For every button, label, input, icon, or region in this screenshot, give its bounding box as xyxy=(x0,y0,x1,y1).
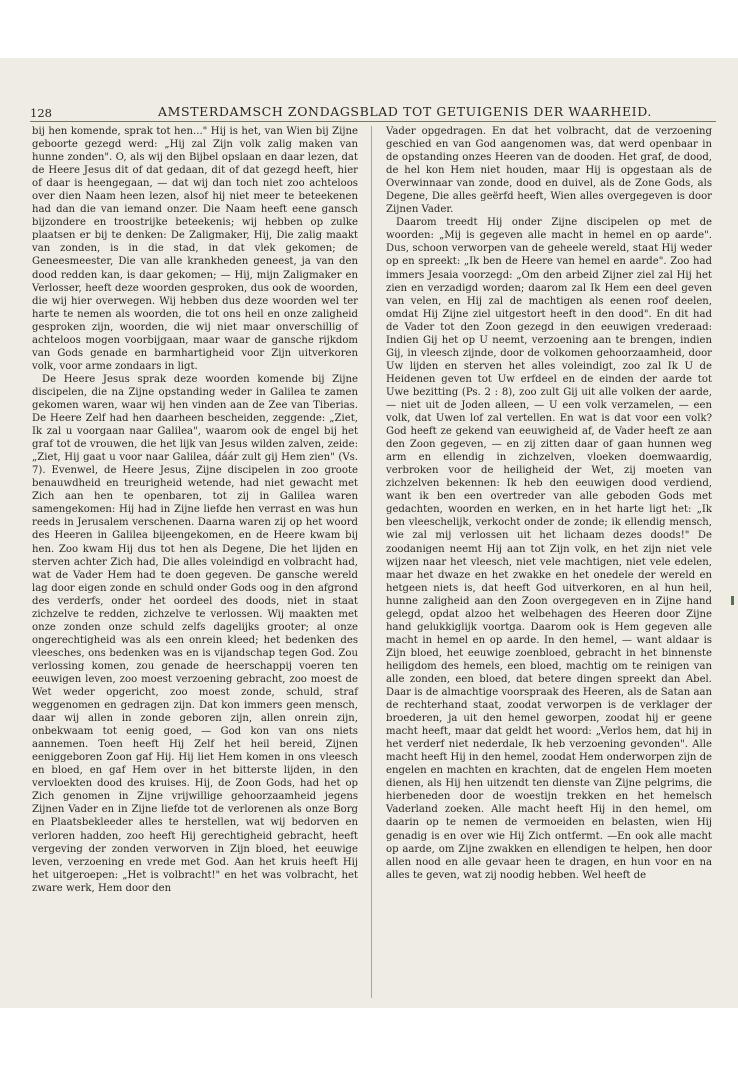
header-rule xyxy=(30,121,716,122)
page-number: 128 xyxy=(30,106,52,120)
page-edge-mark xyxy=(731,596,734,605)
left-column xyxy=(32,125,358,895)
paragraph: Daarom treedt Hij onder Zijne discipelen op met de woorden: „Mij is gegeven alle macht in hemel en op aarde". Dus, schoon verworpen van de geheele wereld, staat Hij weder op en spreekt: „Ik ben de Heere van hemel en aarde". Zoo had immers Jesaia voorzegd: „Om den arbeid Zijner ziel zal Hij het zien en verzadigd worden; daarom zal Ik Hem een deel geven van velen, en Hij zal de machtigen als eenen roof deelen, omdat Hij Zijne ziel uitgestort heeft in den dood". En dit had de Vader tot den Zoon gezegd in den eeuwigen vrederaad: Indien Gij het op U neemt, verzoening aan te brengen, indien Gij, in vleesch zijnde, door de volkomen gehoorzaamheid, door Uw lijden en sterven het alles voleindigt, zoo zal Ik U de Heidenen geven tot Uw erfdeel en de einden der aarde tot Uwe bezitting (Ps. 2 : 8), zoo zult Gij uit alle volken der aarde, — niet uit de Joden alleen, — U een volk verzamelen, — een volk, dat Uwen lof zal vertellen. En wat is dat voor een volk? God heeft ze gekend van eeuwigheid af, de Vader heeft ze aan den Zoon gegeven, — en zij zitten daar of gaan hunnen weg arm en ellendig in zichzelven, vloeken doemwaardig, verbroken voor de heiligheid der Wet, zij moeten van zichzelven bekennen: Ik heb den eeuwigen dood verdiend, want ik ben een overtreder van alle geboden Gods met gedachten, woorden en werken, en in het harte ligt het: „Ik ben vleeschelijk, verkocht onder de zonde; ik ellendig mensch, wie zal mij verlossen uit het lichaam dezes doods!" De zoodanigen neemt Hij aan tot Zijn volk, en het zijn niet vele wijzen naar het vleesch, niet vele machtigen, niet vele edelen, maar het dwaze en het zwakke en het onedele der wereld en hetgeen niets is, dat heeft God uitverkoren, en al hun heil, hunne zaligheid aan den Zoon overgegeven en in Zijne hand gelegd, opdat alzoo het welbehagen des Heeren door Zijne hand gelukkiglijk voortga. Daarom ook is Hem gegeven alle macht in hemel en op aarde. In den hemel, — want aldaar is Zijn bloed, het eeuwige zoenbloed, gebracht in het binnenste heiligdom des hemels, een bloed, machtig om te reinigen van alle zonden, een bloed, dat betere dingen spreekt dan Abel. Daar is de almachtige voorspraak des Heeren, als de Satan aan de rechterhand staat, zoodat verworpen is de verklager der broederen, ja uit den hemel geworpen, zoodat hij er geene macht heeft, maar dat geldt het woord: „Verlos hem, dat hij in het verderf niet nederdale, Ik heb verzoening gevonden". Alle macht heeft Hij in den hemel, zoodat Hem onderworpen zijn de engelen en machten en krachten, dat de engelen Hem moeten dienen, als Hij hen uitzendt ten dienste van Zijne pelgrims, die hierbeneden door de woestijn trekken en het hemelsch Vaderland zoeken. Alle macht heeft Hij in den hemel, om daarin op te nemen de vermoeiden en belasten, wien Hij genadig is en over wie Hij Zich ontfermt. —En ook alle macht op aarde, om Zijne zwakken en ellendigen te helpen, hen door allen nood en alle gevaar heen te dragen, en hun voor en na alles te geven, wat zij noodig hebben. Wel heeft de xyxy=(386,217,712,881)
paragraph: bij hen komende, sprak tot hen..." Hij is het, van Wien bij Zijne geboorte gezegd werd: „Hij zal Zijn volk zalig maken van hunne zonden". O, als wij den Bijbel opslaan en daar lezen, dat de Heere Jesus dit of dat gedaan, dit of dat gezegd heeft, hier of daar is heengegaan, — dat wij dan toch niet zoo achteloos over dien Naam heen lezen, alsof hij niet meer te beteekenen had dan die van iemand onzer. Die Naam heeft eene gansch bijzondere en troostrijke beteekenis; wij hebben op zulke plaatsen er bij te denken: De Zaligmaker, Hij, Die zalig maakt van zonden, is in die stad, in dat vlek gekomen; de Geneesmeester, Die van alle krankheden geneest, ja van den dood redden kan, is daar gekomen; — Hij, mijn Zaligmaker en Verlosser, heeft deze woorden gesproken, dus ook de woorden, die wij hier overwegen. Wij hebben dus deze woorden wel ter harte te nemen als woorden, die tot ons heil en onze zaligheid gesproken zijn, woorden, die wij niet maar onverschillig of achteloos mogen voorbijgaan, maar waar de gansche rijkdom van Gods genade en barmhartigheid voor Zijn uitverkoren volk, voor arme zondaars in ligt. xyxy=(32,126,358,372)
page-title: AMSTERDAMSCH ZONDAGSBLAD TOT GETUIGENIS DER WAARHEID. xyxy=(158,104,652,119)
paragraph: De Heere Jesus sprak deze woorden komende bij Zijne discipelen, die na Zijne opstanding weder in Galilea te zamen gekomen waren, waar wij hen vinden aan de Zee van Tiberias. De Heere Zelf had hen daarheen bescheiden, zeggende: „Ziet, Ik zal u voorgaan naar Galilea", waarom ook de engel bij het graf tot de vrouwen, die het lijk van Jesus wilden zalven, zeide: „Ziet, Hij gaat u voor naar Galilea, dáár zult gij Hem zien" (Vs. 7). Evenwel, de Heere Jesus, Zijne discipelen in zoo groote benauwdheid en treurigheid wetende, had niet gewacht met Zich aan hen te openbaren, tot zij in Galilea waren samengekomen: Hij had in Zijne liefde hen verrast en was hun reeds in Jerusalem verschenen. Daarna waren zij op het woord des Heeren in Galilea bijeengekomen, en de Heere kwam bij hen. Zoo kwam Hij dus tot hen als Degene, Die het lijden en sterven achter Zich had, Die alles voleindigd en volbracht had, wat de Vader Hem had te doen gegeven. De gansche wereld lag door eigen zonde en schuld onder Gods oog in den afgrond des verderfs, onder het oordeel des doods, niet in staat zichzelve te redden, zichzelve te verlossen. Wij maakten met onze zonden onze schuld zelfs dagelijks grooter; al onze ongerechtigheid was als een onrein kleed; het bedenken des vleesches, ons bedenken was en is vijandschap tegen God. Zou verlossing komen, zou genade de heerschappij voeren ten eeuwigen leven, zoo moest verzoening gebracht, zoo moest de Wet weder opgericht, zoo moest zonde, schuld, straf weggenomen en gedragen zijn. Dat kon immers geen mensch, daar wij allen in zonde geboren zijn, allen onrein zijn, onbekwaam tot eenig goed, — God kon van ons niets aannemen. Toen heeft Hij Zelf het heil bereid, Zijnen eeniggeboren Zoon gaf Hij. Hij liet Hem komen in ons vleesch en bloed, en gaf Hem over in het bitterste lijden, in den vervloekten dood des kruises. Hij, de Zoon Gods, had het op Zich genomen in Zijne vrijwillige gehoorzaamheid jegens Zijnen Vader en in Zijne liefde tot de verlorenen als onze Borg en Plaatsbekleeder alles te herstellen, wat wij bedorven en verloren hadden, zoo heeft Hij gerechtigheid gebracht, heeft vergeving der zonden verworven in Zijn bloed, het eeuwige leven, verzoening en vrede met God. Aan het kruis heeft Hij het uitgeroepen: „Het is volbracht!" en het was volbracht, het zware werk, Hem door den xyxy=(32,373,358,894)
right-column xyxy=(386,125,712,882)
paragraph: Vader opgedragen. En dat het volbracht, dat de verzoening geschied en van God aangenomen was, dat werd openbaar in de opstanding onzes Heeren van de dooden. Het graf, de dood, de hel kon Hem niet houden, maar Hij is opgestaan als de Overwinnaar van zonde, dood en duivel, als de Zone Gods, als Degene, Die alles geërfd heeft, Wien alles overgegeven is door Zijnen Vader. xyxy=(386,126,712,216)
column-divider xyxy=(371,126,372,998)
